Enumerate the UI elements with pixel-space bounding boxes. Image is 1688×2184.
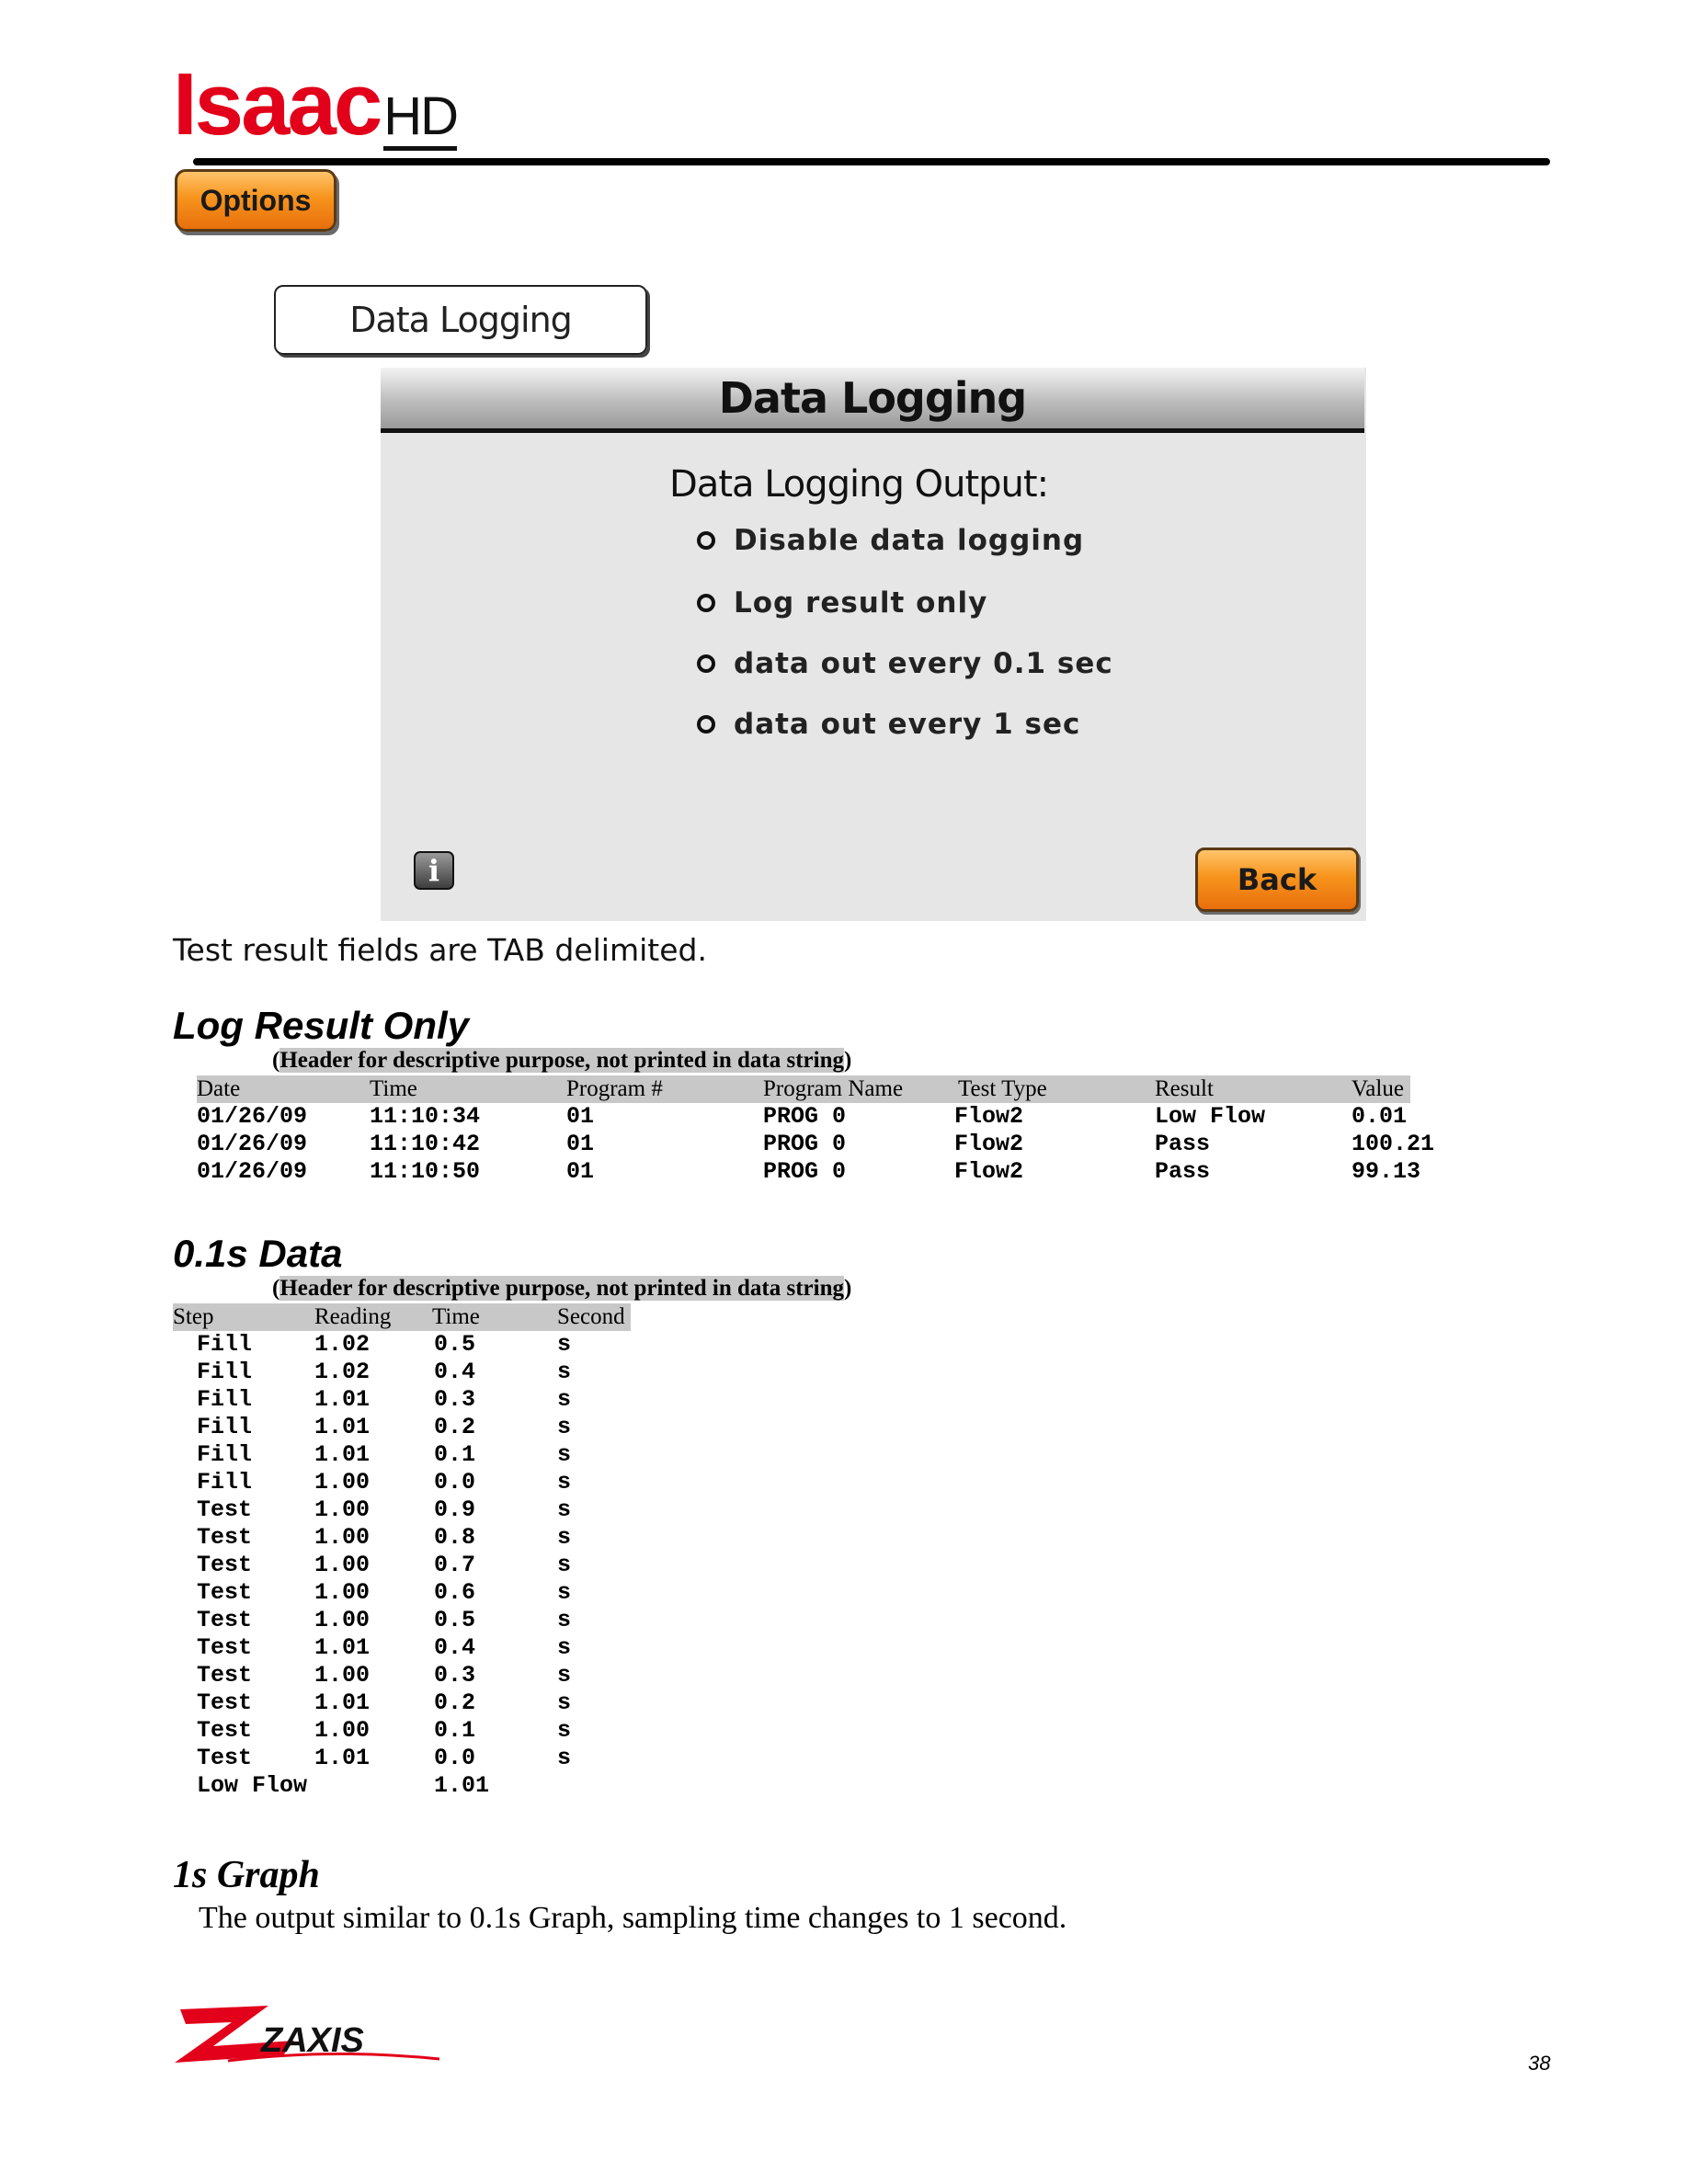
- info-icon[interactable]: i: [414, 851, 454, 890]
- col-value: Value: [1352, 1076, 1404, 1101]
- table-cell: 0.4: [434, 1359, 476, 1385]
- table-cell: 0.0: [434, 1745, 476, 1771]
- table-cell: 1.01: [314, 1634, 371, 1661]
- data-01s-title: 0.1s Data: [173, 1232, 343, 1275]
- table-cell: 0.3: [434, 1386, 476, 1413]
- table-cell: 1.00: [314, 1607, 371, 1633]
- radio-label: data out every 0.1 sec: [734, 647, 1113, 680]
- table-cell: 1.01: [314, 1386, 371, 1413]
- table-cell: 0.9: [434, 1496, 476, 1523]
- radio-circle-icon: [697, 654, 715, 673]
- table-cell: s: [557, 1689, 572, 1716]
- table-cell: 1.01: [314, 1414, 371, 1440]
- radio-circle-icon: [697, 715, 715, 734]
- table-cell: Fill: [197, 1441, 253, 1468]
- table-cell: s: [557, 1496, 572, 1523]
- table-row: [173, 1441, 688, 1469]
- table-cell: Test: [197, 1662, 253, 1689]
- table-cell: s: [557, 1414, 572, 1440]
- col-date: Date: [197, 1076, 241, 1101]
- table-row: [173, 1469, 688, 1496]
- table-cell: 0.1: [434, 1717, 476, 1744]
- table-cell: 1.00: [314, 1524, 371, 1551]
- table-cell: 0.7: [434, 1552, 476, 1578]
- table-cell: 0.2: [434, 1689, 476, 1716]
- table-cell: 1.00: [314, 1469, 371, 1496]
- options-button[interactable]: Options: [175, 169, 336, 232]
- output-title: Data Logging Output:: [669, 463, 1049, 506]
- table-cell: 1.02: [314, 1359, 371, 1385]
- final-value: 1.01: [434, 1772, 490, 1799]
- table-row: [173, 1552, 688, 1579]
- table-cell: Fill: [197, 1414, 253, 1440]
- col-test-type: Test Type: [958, 1076, 1047, 1101]
- table-row: [173, 1359, 688, 1386]
- table-cell: 0.2: [434, 1414, 476, 1440]
- col-program-name: Program Name: [763, 1076, 904, 1101]
- table-cell: s: [557, 1662, 572, 1689]
- col-step: Step: [173, 1304, 214, 1329]
- table-cell: Test: [197, 1524, 253, 1551]
- table-row: 01/26/09 11:10:50 01 PROG 0 Flow2 Pass 99.13: [197, 1158, 1421, 1185]
- table-row: 01/26/09 11:10:42 01 PROG 0 Flow2 Pass 100.21: [197, 1131, 1435, 1157]
- table-cell: Test: [197, 1634, 253, 1661]
- col-second: Second: [557, 1304, 625, 1329]
- table-cell: 0.8: [434, 1524, 476, 1551]
- radio-circle-icon: [697, 594, 715, 612]
- table-cell: Test: [197, 1579, 253, 1606]
- radio-log-result-only[interactable]: [697, 586, 987, 620]
- table-cell: 1.00: [314, 1496, 371, 1523]
- table-row: [173, 1386, 688, 1414]
- log-result-header-note: (Header for descriptive purpose, not printed in data string): [272, 1048, 852, 1073]
- header-note-text: Header for descriptive purpose, not printed in data string: [279, 1048, 844, 1073]
- table-row: [173, 1524, 688, 1552]
- header-note-text: Header for descriptive purpose, not printed in data string: [279, 1276, 844, 1301]
- table-row: [173, 1634, 688, 1662]
- table-cell: 0.0: [434, 1469, 476, 1496]
- table-cell: 1.00: [314, 1717, 371, 1744]
- radio-label: Disable data logging: [734, 524, 1085, 557]
- isaac-hd-logo: [173, 55, 458, 154]
- table-row: [173, 1745, 688, 1772]
- col-time: Time: [432, 1304, 480, 1329]
- table-cell: s: [557, 1386, 572, 1413]
- table-cell: 0.4: [434, 1634, 476, 1661]
- table-row: [173, 1496, 688, 1524]
- table-row: [173, 1607, 688, 1634]
- radio-data-every-01s[interactable]: [697, 647, 1113, 680]
- table-cell: 1.00: [314, 1552, 371, 1578]
- table-cell: 1.02: [314, 1331, 371, 1358]
- table-cell: Test: [197, 1745, 253, 1771]
- table-row: 01/26/09 11:10:34 01 PROG 0 Flow2 Low Flow 0.01: [197, 1103, 1408, 1130]
- table-cell: Fill: [197, 1469, 253, 1496]
- table-cell: s: [557, 1607, 572, 1633]
- zaxis-logo: [173, 2002, 449, 2075]
- table-cell: Test: [197, 1607, 253, 1633]
- table-cell: 1.01: [314, 1745, 371, 1771]
- log-result-table-header: [197, 1075, 1410, 1103]
- table-cell: 0.6: [434, 1579, 476, 1606]
- tab-delimited-note: Test result fields are TAB delimited.: [173, 932, 707, 968]
- table-cell: s: [557, 1359, 572, 1385]
- radio-label: data out every 1 sec: [734, 708, 1081, 741]
- table-cell: Test: [197, 1717, 253, 1744]
- radio-circle-icon: [697, 531, 715, 550]
- table-cell: 0.1: [434, 1441, 476, 1468]
- table-cell: Fill: [197, 1359, 253, 1385]
- radio-disable-logging[interactable]: [697, 524, 1084, 557]
- table-cell: 0.3: [434, 1662, 476, 1689]
- table-cell: s: [557, 1579, 572, 1606]
- table-cell: 1.01: [314, 1441, 371, 1468]
- logo-main-text: Isaac: [173, 55, 381, 154]
- table-cell: s: [557, 1331, 572, 1358]
- table-cell: s: [557, 1745, 572, 1771]
- table-cell: s: [557, 1469, 572, 1496]
- graph-1s-title: 1s Graph: [173, 1854, 320, 1896]
- data-logging-menu-button[interactable]: Data Logging: [274, 285, 647, 355]
- screen-title: Data Logging: [381, 368, 1364, 433]
- col-result: Result: [1155, 1076, 1214, 1101]
- table-row: [173, 1579, 688, 1607]
- radio-data-every-1s[interactable]: [697, 708, 1080, 741]
- table-row: [173, 1717, 688, 1745]
- table-cell: 0.5: [434, 1331, 476, 1358]
- col-program-number: Program #: [566, 1076, 663, 1101]
- table-row: [173, 1414, 688, 1441]
- table-cell: 0.5: [434, 1607, 476, 1633]
- radio-label: Log result only: [734, 586, 988, 620]
- final-row: [173, 1772, 724, 1800]
- final-label: Low Flow: [197, 1772, 308, 1799]
- table-row: [173, 1689, 688, 1717]
- page-number: 38: [1528, 2052, 1551, 2075]
- data-01s-table-header: [173, 1303, 631, 1331]
- table-cell: s: [557, 1524, 572, 1551]
- table-cell: s: [557, 1552, 572, 1578]
- table-cell: 1.00: [314, 1662, 371, 1689]
- table-cell: Fill: [197, 1386, 253, 1413]
- logo-sub-text: HD: [383, 86, 457, 151]
- table-cell: s: [557, 1717, 572, 1744]
- col-reading: Reading: [314, 1304, 392, 1329]
- table-cell: Test: [197, 1552, 253, 1578]
- header-rule: [193, 158, 1550, 165]
- table-cell: s: [557, 1634, 572, 1661]
- table-cell: 1.01: [314, 1689, 371, 1716]
- table-cell: Test: [197, 1689, 253, 1716]
- table-row: [173, 1662, 688, 1689]
- table-cell: 1.00: [314, 1579, 371, 1606]
- log-result-title: Log Result Only: [173, 1004, 470, 1047]
- table-cell: s: [557, 1441, 572, 1468]
- col-time: Time: [370, 1076, 417, 1101]
- table-cell: Test: [197, 1496, 253, 1523]
- back-button[interactable]: Back: [1195, 847, 1359, 912]
- table-cell: Fill: [197, 1331, 253, 1358]
- logo-text: ZAXIS: [261, 2021, 364, 2060]
- data-01s-header-note: (Header for descriptive purpose, not printed in data string): [272, 1276, 852, 1301]
- table-row: [173, 1331, 688, 1359]
- graph-1s-text: The output similar to 0.1s Graph, sampling time changes to 1 second.: [199, 1901, 1067, 1935]
- data-logging-screen: [381, 368, 1366, 921]
